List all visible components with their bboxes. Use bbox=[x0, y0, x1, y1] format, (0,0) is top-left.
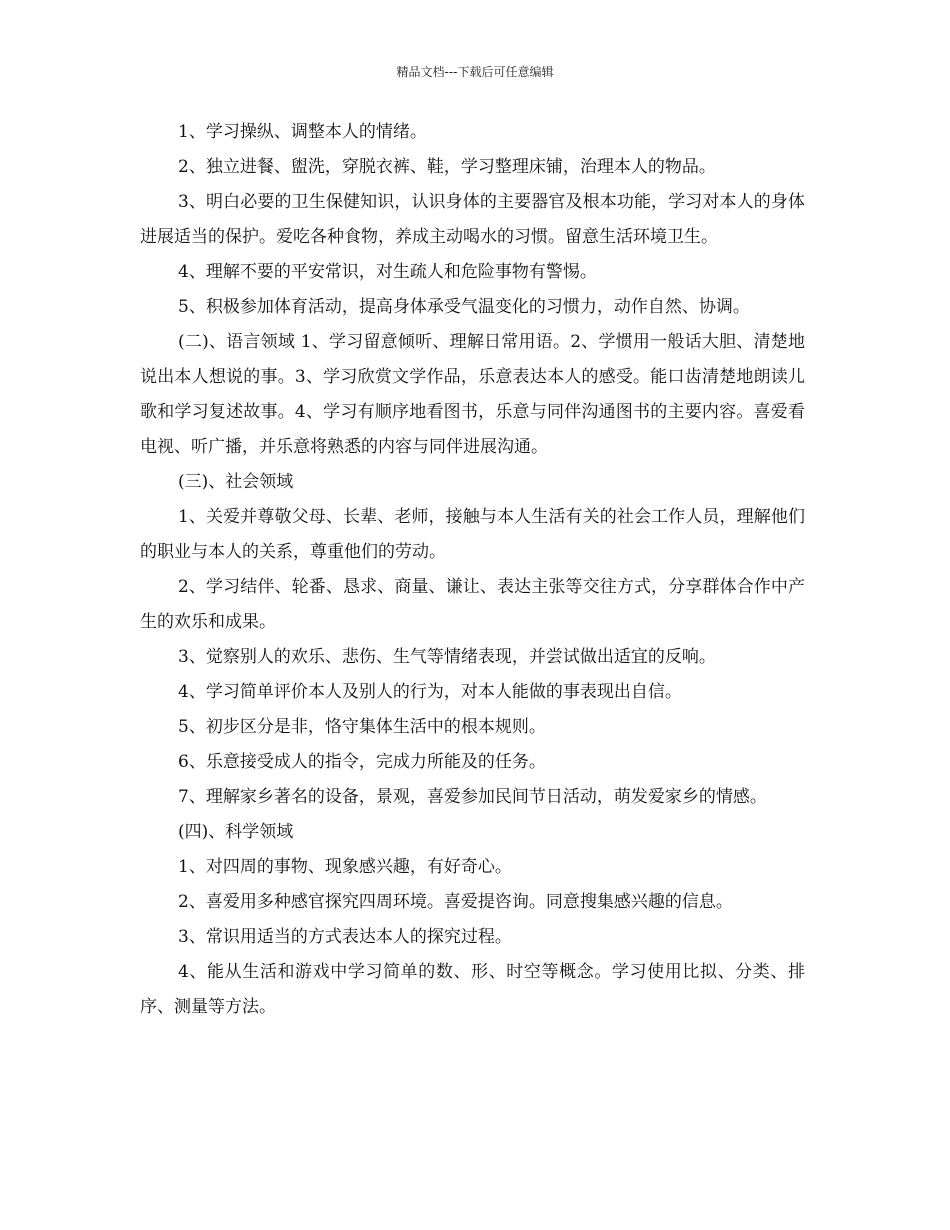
section-heading: (三)、社会领域 bbox=[178, 472, 294, 492]
paragraph: (二)、语言领域 1、学习留意倾听、理解日常用语。2、学惯用一般话大胆、清楚地说出本人想说的事。3、学习欣赏文学作品，乐意表达本人的感受。能口齿清楚地朗读儿歌和学习复述故事。4、学习有顺序地看图书，乐意与同伴沟通图书的主要内容。喜爱看电视、听广播，并乐意将熟悉的内容与同伴进展沟通。 bbox=[140, 332, 805, 457]
section-heading: (四)、科学领域 bbox=[178, 822, 294, 842]
paragraph: 5、积极参加体育活动，提高身体承受气温变化的习惯力，动作自然、协调。 bbox=[178, 297, 750, 317]
paragraph: 1、关爱并尊敬父母、长辈、老师，接触与本人生活有关的社会工作人员，理解他们的职业与本人的关系，尊重他们的劳动。 bbox=[140, 507, 805, 562]
paragraph: 3、觉察别人的欢乐、悲伤、生气等情绪表现，并尝试做出适宜的反响。 bbox=[178, 647, 716, 667]
paragraph: 2、喜爱用多种感官探究四周环境。喜爱提咨询。同意搜集感兴趣的信息。 bbox=[178, 892, 733, 912]
paragraph: 1、学习操纵、调整本人的情绪。 bbox=[178, 122, 427, 142]
page-header: 精品文档---下载后可任意编辑 bbox=[396, 65, 554, 79]
paragraph: 4、理解不要的平安常识，对生疏人和危险事物有警惕。 bbox=[178, 262, 597, 282]
paragraph: 3、明白必要的卫生保健知识，认识身体的主要器官及根本功能，学习对本人的身体进展适当的保护。爱吃各种食物，养成主动喝水的习惯。留意生活环境卫生。 bbox=[140, 192, 805, 247]
paragraph: 7、理解家乡著名的设备，景观，喜爱参加民间节日活动，萌发爱家乡的情感。 bbox=[178, 787, 767, 807]
paragraph: 6、乐意接受成人的指令，完成力所能及的任务。 bbox=[178, 752, 546, 772]
paragraph: 3、常识用适当的方式表达本人的探究过程。 bbox=[178, 927, 512, 947]
paragraph: 2、独立进餐、盥洗，穿脱衣裤、鞋，学习整理床铺，治理本人的物品。 bbox=[178, 157, 716, 177]
document-body bbox=[140, 115, 805, 1025]
paragraph: 4、学习简单评价本人及别人的行为，对本人能做的事表现出自信。 bbox=[178, 682, 682, 702]
paragraph: 4、能从生活和游戏中学习简单的数、形、时空等概念。学习使用比拟、分类、排序、测量等方法。 bbox=[140, 962, 805, 1017]
paragraph: 5、初步区分是非，恪守集体生活中的根本规则。 bbox=[178, 717, 546, 737]
paragraph: 2、学习结伴、轮番、恳求、商量、谦让、表达主张等交往方式，分享群体合作中产生的欢乐和成果。 bbox=[140, 577, 805, 632]
paragraph: 1、对四周的事物、现象感兴趣，有好奇心。 bbox=[178, 857, 512, 877]
